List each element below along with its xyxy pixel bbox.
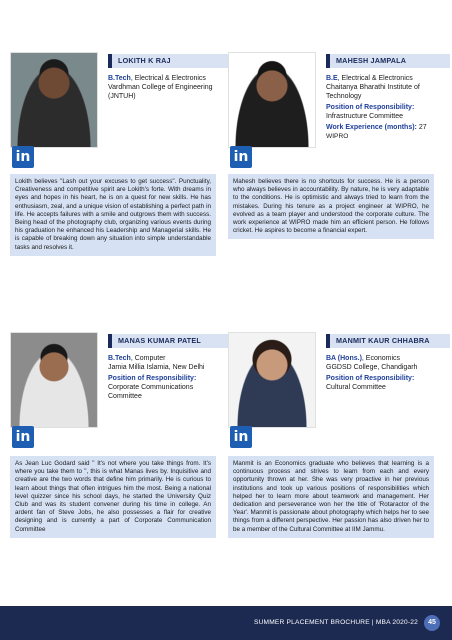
degree: BA (Hons.), Economics <box>326 355 401 362</box>
page-number: 45 <box>424 615 440 631</box>
linkedin-icon[interactable]: in <box>230 426 252 448</box>
profile-bio: Manmit is an Economics graduate who believes that learning is a continuous process and strives to learn from each and every opportunity thrown at her. She was very proactive in her previous institutions and took up various positions of responsibilities which helped her to learn more about teamwork and management. Her dedication and perseverance won her the title of 'Rotaractor of the Year'. Manmit is passionate about photography which helps her to see things from a different perspective. Her passion has also driven her to be a member of the Cultural Committee at IIM Jammu. <box>228 456 434 538</box>
institute: GGDSD College, Chandigarh <box>326 364 418 371</box>
institute: Chaitanya Bharathi Institute of Technology <box>326 84 420 100</box>
degree: B.E, Electrical & Electronics <box>326 75 413 82</box>
linkedin-icon[interactable]: in <box>12 146 34 168</box>
position-label: Position of Responsibility: <box>108 375 197 382</box>
institute: Vardhman College of Engineering (JNTUH) <box>108 84 213 100</box>
profile-photo <box>10 332 98 428</box>
profile-info <box>108 74 228 101</box>
linkedin-icon[interactable]: in <box>230 146 252 168</box>
profile-photo <box>228 332 316 428</box>
position-value: Corporate Communications Committee <box>108 384 194 400</box>
experience-line: Work Experience (months): 27 <box>326 124 427 131</box>
profile-name: LOKITH K RAJ <box>108 54 232 68</box>
page-footer <box>0 606 452 640</box>
position-value: Cultural Committee <box>326 384 386 391</box>
profile-photo <box>10 52 98 148</box>
profile-bio: Mahesh believes there is no shortcuts for success. He is a person who always believes in accountability. By nature, he is very adaptable to the conditions. He is optimistic and always tried to learn from the mistakes. During his tenure as a project engineer at WIPRO, he evolved as a team player and understood the corporate culture. The work experience at WIPRO made him an efficient person. He follows cricket. He aspires to become a financial expert. <box>228 174 434 239</box>
footer-text: SUMMER PLACEMENT BROCHURE | MBA 2020-22 <box>253 619 418 626</box>
profile-bio: Lokith believes "Lash out your excuses to get success". Punctuality, Creativeness and competitive spirit are Lokith's forte. With dreams in eyes and hopes in his heart, he is on a quest for new skills. He has enthusiasm, zeal, and a unique vision of establishing a perfect path in life. He accepts failures with a smile and outgrows them with success. Being head of the photography club, organizing various events during his graduation he enhanced his Leadership and Managerial skills. He is capable of breaking down any situation into simple understandable tasks and resolves it. <box>10 174 216 256</box>
position-label: Position of Responsibility: <box>326 375 415 382</box>
profile-info <box>326 354 446 392</box>
profile-info <box>326 74 446 141</box>
position-value: Infrastructure Committee <box>326 113 404 120</box>
profile-info <box>108 354 228 401</box>
degree: B.Tech, Electrical & Electronics <box>108 75 206 82</box>
position-label: Position of Responsibility: <box>326 104 415 111</box>
linkedin-icon[interactable]: in <box>12 426 34 448</box>
profile-bio: As Jean Luc Godard said " It's not where you take things from. It's where you take them to ", this is what Manas lives by. Inquisitive and creative are the two words that define him primarily. He is curious to learn about things that often intrigues him the most. Being a national level quizzer since his school days, he started the University Quiz Club and was its student convener during his time in college. An ardent fan of Steve Jobs, he also possesses a flair for creative designing and is currently a part of Corporate Communication Committee <box>10 456 216 538</box>
institute: Jamia Millia Islamia, New Delhi <box>108 364 205 371</box>
profile-photo <box>228 52 316 148</box>
degree: B.Tech, Computer <box>108 355 166 362</box>
profile-name: MANMIT KAUR CHHABRA <box>326 334 450 348</box>
employer: WIPRO <box>326 133 349 140</box>
profile-name: MAHESH JAMPALA <box>326 54 450 68</box>
profile-name: MANAS KUMAR PATEL <box>108 334 232 348</box>
